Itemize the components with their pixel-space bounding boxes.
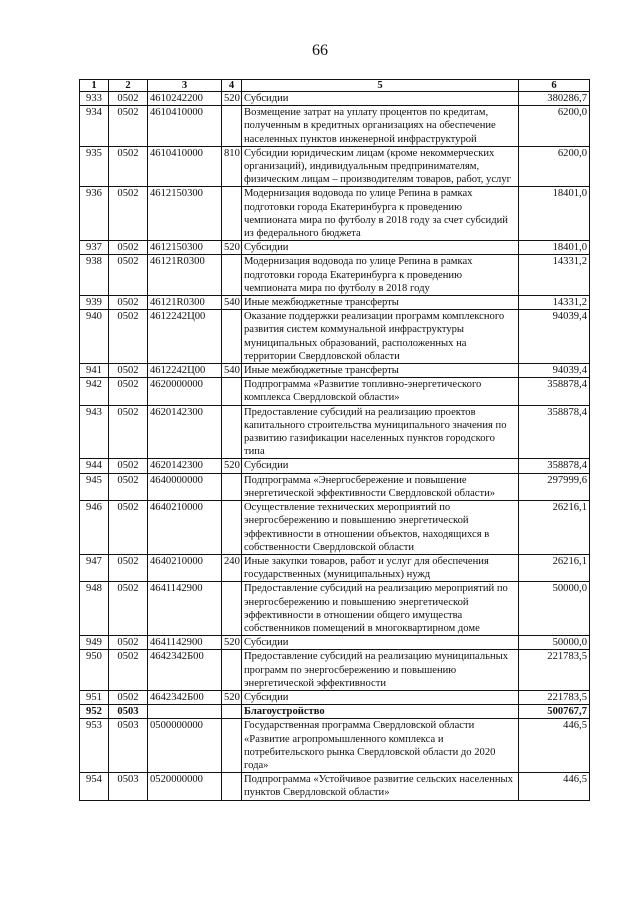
item-name: Подпрограмма «Устойчивое развитие сельских населенных пунктов Свердловской области» xyxy=(242,773,519,800)
row-number: 951 xyxy=(80,690,109,704)
row-number: 945 xyxy=(80,473,109,500)
row-number: 949 xyxy=(80,636,109,650)
target-code: 4620142300 xyxy=(148,459,222,473)
item-name: Оказание поддержки реализации программ комплексного развития систем коммунальной инфраструктуры муниципальных образований, расположенных на территории Свердловской области xyxy=(242,310,519,364)
item-name: Модернизация водовода по улице Репина в рамках подготовки города Екатеринбурга к проведению чемпионата мира по футболу в 2018 году за счет субсидий из федерального бюджета xyxy=(242,187,519,241)
amount: 94039,4 xyxy=(519,310,590,364)
section-code: 0503 xyxy=(109,719,148,773)
item-name: Предоставление субсидий на реализацию мероприятий по энергосбережению и повышению энергетической эффективности в отношении общего имущества собственников помещений в многоквартирном доме xyxy=(242,582,519,636)
item-name: Предоставление субсидий на реализацию проектов капитального строительства муниципального значения по развитию газификации населенных пунктов городского типа xyxy=(242,405,519,459)
expense-type: 520 xyxy=(222,92,242,106)
target-code: 46121R0300 xyxy=(148,296,222,310)
target-code: 4640210000 xyxy=(148,501,222,555)
table-header-row xyxy=(80,80,590,92)
target-code: 0500000000 xyxy=(148,719,222,773)
header-col-2: 2 xyxy=(109,80,148,92)
table-row xyxy=(80,690,590,704)
amount: 50000,0 xyxy=(519,636,590,650)
target-code: 4612242Ц00 xyxy=(148,310,222,364)
row-number: 941 xyxy=(80,364,109,378)
section-code: 0502 xyxy=(109,187,148,241)
amount: 26216,1 xyxy=(519,501,590,555)
expense-type xyxy=(222,473,242,500)
section-code: 0502 xyxy=(109,554,148,581)
expense-type: 520 xyxy=(222,241,242,255)
expense-type xyxy=(222,187,242,241)
amount: 380286,7 xyxy=(519,92,590,106)
amount: 6200,0 xyxy=(519,146,590,187)
table-row xyxy=(80,255,590,296)
expense-type xyxy=(222,705,242,719)
item-name: Благоустройство xyxy=(242,705,519,719)
item-name: Государственная программа Свердловской области «Развитие агропромышленного комплекса и потребительского рынка Свердловской области до 2020 года» xyxy=(242,719,519,773)
table-row xyxy=(80,582,590,636)
section-code: 0502 xyxy=(109,582,148,636)
section-code: 0502 xyxy=(109,310,148,364)
section-code: 0502 xyxy=(109,459,148,473)
amount: 358878,4 xyxy=(519,378,590,405)
section-code: 0502 xyxy=(109,378,148,405)
item-name: Субсидии xyxy=(242,92,519,106)
target-code: 4612150300 xyxy=(148,241,222,255)
amount: 18401,0 xyxy=(519,241,590,255)
expense-type: 520 xyxy=(222,690,242,704)
header-col-4: 4 xyxy=(222,80,242,92)
amount: 14331,2 xyxy=(519,296,590,310)
section-code: 0502 xyxy=(109,296,148,310)
row-number: 954 xyxy=(80,773,109,800)
row-number: 944 xyxy=(80,459,109,473)
table-row xyxy=(80,405,590,459)
table-row xyxy=(80,554,590,581)
row-number: 938 xyxy=(80,255,109,296)
target-code: 4641142900 xyxy=(148,636,222,650)
expense-type xyxy=(222,378,242,405)
expense-type: 540 xyxy=(222,296,242,310)
expense-type xyxy=(222,650,242,691)
row-number: 943 xyxy=(80,405,109,459)
amount: 358878,4 xyxy=(519,459,590,473)
table-row xyxy=(80,241,590,255)
expense-type: 240 xyxy=(222,554,242,581)
amount: 26216,1 xyxy=(519,554,590,581)
section-code: 0502 xyxy=(109,636,148,650)
table-row xyxy=(80,705,590,719)
table-row xyxy=(80,501,590,555)
page-number: 66 xyxy=(312,42,328,59)
item-name: Подпрограмма «Развитие топливно-энергетического комплекса Свердловской области» xyxy=(242,378,519,405)
table-row xyxy=(80,187,590,241)
table-row xyxy=(80,106,590,147)
row-number: 935 xyxy=(80,146,109,187)
target-code: 4620000000 xyxy=(148,378,222,405)
row-number: 936 xyxy=(80,187,109,241)
table-row xyxy=(80,719,590,773)
expense-type: 810 xyxy=(222,146,242,187)
target-code: 4612150300 xyxy=(148,187,222,241)
section-code: 0503 xyxy=(109,773,148,800)
expense-type xyxy=(222,106,242,147)
item-name: Субсидии xyxy=(242,241,519,255)
section-code: 0502 xyxy=(109,92,148,106)
row-number: 940 xyxy=(80,310,109,364)
amount: 50000,0 xyxy=(519,582,590,636)
section-code: 0502 xyxy=(109,255,148,296)
budget-table xyxy=(79,79,590,801)
target-code: 4640210000 xyxy=(148,554,222,581)
section-code: 0502 xyxy=(109,146,148,187)
target-code xyxy=(148,705,222,719)
row-number: 953 xyxy=(80,719,109,773)
table-row xyxy=(80,773,590,800)
target-code: 4642342Б00 xyxy=(148,690,222,704)
amount: 94039,4 xyxy=(519,364,590,378)
row-number: 947 xyxy=(80,554,109,581)
target-code: 0520000000 xyxy=(148,773,222,800)
expense-type xyxy=(222,582,242,636)
target-code: 46121R0300 xyxy=(148,255,222,296)
row-number: 950 xyxy=(80,650,109,691)
header-col-3: 3 xyxy=(148,80,222,92)
target-code: 4612242Ц00 xyxy=(148,364,222,378)
item-name: Субсидии xyxy=(242,690,519,704)
item-name: Субсидии юридическим лицам (кроме некоммерческих организаций), индивидуальным предпринимателям, физическим лицам – производителям товаров, работ, услуг xyxy=(242,146,519,187)
item-name: Осуществление технических мероприятий по энергосбережению и повышению энергетической эффективности в отношении объектов, находящихся в собственности Свердловской области xyxy=(242,501,519,555)
item-name: Субсидии xyxy=(242,459,519,473)
target-code: 4641142900 xyxy=(148,582,222,636)
table-row xyxy=(80,459,590,473)
target-code: 4610410000 xyxy=(148,146,222,187)
table-row xyxy=(80,92,590,106)
expense-type: 520 xyxy=(222,459,242,473)
table-row xyxy=(80,310,590,364)
item-name: Подпрограмма «Энергосбережение и повышение энергетической эффективности Свердловской области» xyxy=(242,473,519,500)
target-code: 4620142300 xyxy=(148,405,222,459)
section-code: 0502 xyxy=(109,106,148,147)
amount: 500767,7 xyxy=(519,705,590,719)
item-name: Иные межбюджетные трансферты xyxy=(242,364,519,378)
item-name: Возмещение затрат на уплату процентов по кредитам, полученным в кредитных организациях на обеспечение населенных пунктов инженерной инфраструктурой xyxy=(242,106,519,147)
target-code: 4642342Б00 xyxy=(148,650,222,691)
expense-type xyxy=(222,773,242,800)
section-code: 0503 xyxy=(109,705,148,719)
amount: 297999,6 xyxy=(519,473,590,500)
table-row xyxy=(80,378,590,405)
table-row xyxy=(80,364,590,378)
section-code: 0502 xyxy=(109,690,148,704)
amount: 221783,5 xyxy=(519,690,590,704)
item-name: Субсидии xyxy=(242,636,519,650)
row-number: 948 xyxy=(80,582,109,636)
table-row xyxy=(80,473,590,500)
amount: 358878,4 xyxy=(519,405,590,459)
table-row xyxy=(80,296,590,310)
section-code: 0502 xyxy=(109,473,148,500)
expense-type: 540 xyxy=(222,364,242,378)
section-code: 0502 xyxy=(109,364,148,378)
expense-type xyxy=(222,405,242,459)
expense-type xyxy=(222,255,242,296)
expense-type xyxy=(222,310,242,364)
amount: 446,5 xyxy=(519,773,590,800)
item-name: Иные межбюджетные трансферты xyxy=(242,296,519,310)
row-number: 939 xyxy=(80,296,109,310)
item-name: Модернизация водовода по улице Репина в рамках подготовки города Екатеринбурга к проведению чемпионата мира по футболу в 2018 году xyxy=(242,255,519,296)
section-code: 0502 xyxy=(109,405,148,459)
row-number: 952 xyxy=(80,705,109,719)
expense-type xyxy=(222,501,242,555)
table-row xyxy=(80,650,590,691)
section-code: 0502 xyxy=(109,241,148,255)
header-col-5: 5 xyxy=(242,80,519,92)
amount: 18401,0 xyxy=(519,187,590,241)
header-col-6: 6 xyxy=(519,80,590,92)
row-number: 942 xyxy=(80,378,109,405)
target-code: 4610242200 xyxy=(148,92,222,106)
expense-type: 520 xyxy=(222,636,242,650)
row-number: 937 xyxy=(80,241,109,255)
section-code: 0502 xyxy=(109,650,148,691)
row-number: 946 xyxy=(80,501,109,555)
expense-type xyxy=(222,719,242,773)
amount: 6200,0 xyxy=(519,106,590,147)
row-number: 933 xyxy=(80,92,109,106)
row-number: 934 xyxy=(80,106,109,147)
item-name: Иные закупки товаров, работ и услуг для обеспечения государственных (муниципальных) нужд xyxy=(242,554,519,581)
item-name: Предоставление субсидий на реализацию муниципальных программ по энергосбережению и повышению энергетической эффективности xyxy=(242,650,519,691)
section-code: 0502 xyxy=(109,501,148,555)
target-code: 4640000000 xyxy=(148,473,222,500)
table-row xyxy=(80,636,590,650)
amount: 14331,2 xyxy=(519,255,590,296)
header-col-1: 1 xyxy=(80,80,109,92)
amount: 221783,5 xyxy=(519,650,590,691)
amount: 446,5 xyxy=(519,719,590,773)
target-code: 4610410000 xyxy=(148,106,222,147)
table-row xyxy=(80,146,590,187)
